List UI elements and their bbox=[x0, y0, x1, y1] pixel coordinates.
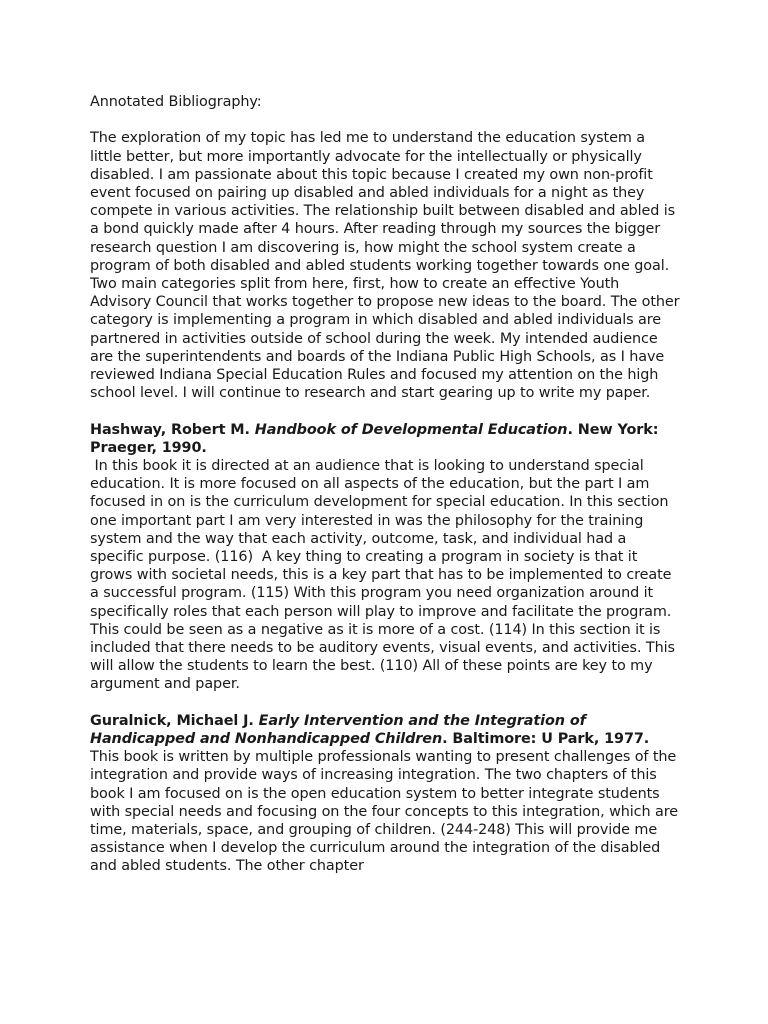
intro-paragraph: The exploration of my topic has led me to understand the education system a little better, but more importantly advocate for the intellectually or physically disabled. I am passionate about this topic because I created my own non-profit event focused on pairing up disabled and abled individuals for a night as they compete in various activities. The relationship built between disabled and abled is a bond quickly made after 4 hours. After reading through my sources the bigger research question I am discovering is, how might the school system create a program of both disabled and abled students working together towards one goal. Two main categories split from here, first, how to create an effective Youth Advisory Council that works together to propose new ideas to the board. The other category is implementing a program in which disabled and abled individuals are partnered in activities outside of school during the week. My intended audience are the superintendents and boards of the Indiana Public High Schools, as I have reviewed Indiana Special Education Rules and focused my attention on the high school level. I will continue to research and start gearing up to write my paper. bbox=[90, 130, 680, 402]
bibliography-entry bbox=[90, 712, 683, 876]
citation-publication: . Baltimore: U Park, 1977. bbox=[442, 731, 650, 748]
bibliography-entry bbox=[90, 421, 680, 694]
annotation-text: In this book it is directed at an audience that is looking to understand special education. It is more focused on all aspects of the education, but the part I am focused in on is the curriculum development for special education. In this section one important part I am very interested in was the philosophy for the training system and the way that each activity, outcome, task, and individual had a specific purpose. (116) A key thing to creating a program in society is that it grows with societal needs, this is a key part that has to be implemented to create a successful program. (115) With this program you need organization around it specifically roles that each person will play to improve and facilitate the program. This could be seen as a negative as it is more of a cost. (114) In this section it is included that there needs to be auditory events, visual events, and activities. This will allow the students to learn the best. (110) All of these points are key to my argument and paper. bbox=[90, 458, 680, 693]
citation-author: Guralnick, Michael J. bbox=[90, 712, 259, 729]
citation bbox=[90, 712, 680, 748]
citation-author: Hashway, Robert M. bbox=[90, 421, 255, 438]
citation-title: Handbook of Developmental Education bbox=[254, 421, 568, 438]
annotation-text: This book is written by multiple professionals wanting to present challenges of the integration and provide ways of increasing integration. The two chapters of this book I am focused on is the open education system to better integrate students with special needs and focusing on the four concepts to this integration, which are time, materials, space, and grouping of children. (244-248) This will provide me assistance when I develop the curriculum around the integration of the disabled and abled students. The other chapter bbox=[90, 749, 683, 875]
document-page bbox=[90, 93, 683, 894]
citation-publication: . New York: Praeger, 1990. bbox=[90, 421, 659, 456]
citation bbox=[90, 421, 680, 457]
citation-title: Early Intervention and the Integration of Handicapped and Nonhandicapped Children bbox=[90, 712, 586, 748]
document-heading: Annotated Bibliography: bbox=[90, 94, 262, 110]
